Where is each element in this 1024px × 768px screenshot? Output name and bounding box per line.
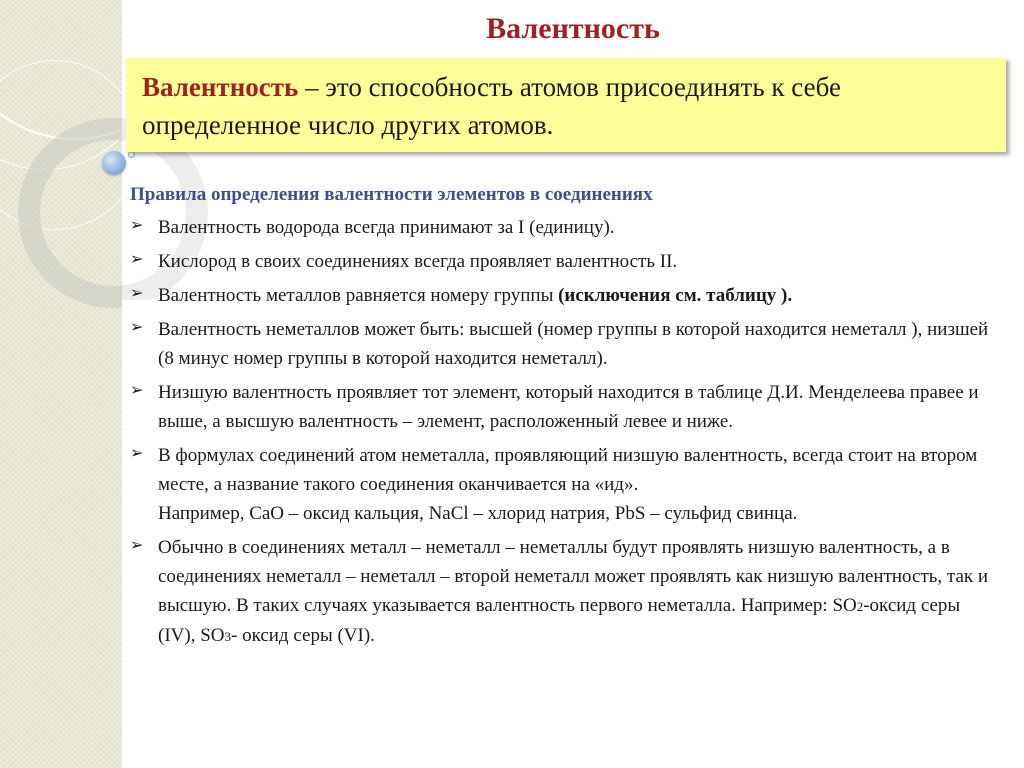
rule-text: Валентность металлов равняется номеру группы xyxy=(158,285,559,306)
rule-bold-note: (исключения см. таблицу ). xyxy=(558,285,793,306)
rule-text: Валентность водорода всегда принимают за I (единицу). xyxy=(158,217,615,238)
rule-text: Валентность неметаллов может быть: высшей (номер группы в которой находится неметалл ), низшей (8 минус номер группы в которой находится неметалл). xyxy=(158,319,989,369)
rule-text: - оксид серы (VI). xyxy=(231,625,375,646)
rule-text: -оксид серы (IV), SO xyxy=(158,595,961,646)
rule-text: Низшую валентность проявляет тот элемент, который находится в таблице Д.И. Менделеева правее и выше, а высшую валентность – элемент, расположенный левее и ниже. xyxy=(158,382,979,432)
rule-item xyxy=(130,315,1000,373)
definition-box xyxy=(126,58,1006,152)
arrow-bullet-icon: ➢ xyxy=(130,285,144,302)
decorative-side-band xyxy=(0,0,122,768)
definition-term: Валентность xyxy=(142,72,299,102)
rule-text: В формулах соединений атом неметалла, проявляющий низшую валентность, всегда стоит на втором месте, а название такого соединения оканчивается на «ид». xyxy=(158,445,978,495)
rule-text: Кислород в своих соединениях всегда проявляет валентность II. xyxy=(158,251,678,272)
rule-item xyxy=(130,533,1000,651)
rule-item xyxy=(130,378,1000,436)
definition-text: – это способность атомов присоединять к себе определенное число других атомов. xyxy=(142,72,841,140)
subscript: 2 xyxy=(856,599,864,614)
rule-item xyxy=(130,247,1000,276)
arrow-bullet-icon: ➢ xyxy=(130,537,144,554)
rule-item xyxy=(130,281,1000,310)
rule-text-wrapper xyxy=(158,281,1000,310)
arrow-bullet-icon: ➢ xyxy=(130,251,144,268)
arrow-bullet-icon: ➢ xyxy=(130,319,144,336)
rules-section xyxy=(130,182,1000,651)
rule-item xyxy=(130,441,1000,499)
example-line: Например, СаО – оксид кальция, NaCl – хлорид натрия, PbS – сульфид свинца. xyxy=(158,503,798,524)
decorative-small-bead-icon xyxy=(128,151,135,158)
rule-text: Обычно в соединениях металл – неметалл – неметаллы будут проявлять низшую валентность, а в соединениях неметалл – неметалл – второй неметалл может проявлять как низшую валентность, так и высшую. В таких случаях указывается валентность первого неметалла. Например: SO xyxy=(158,537,989,616)
decorative-bead-icon xyxy=(102,151,126,175)
arrow-bullet-icon: ➢ xyxy=(130,382,144,399)
subscript: 3 xyxy=(224,629,231,644)
rule-text-wrapper xyxy=(158,533,1000,651)
arrow-bullet-icon: ➢ xyxy=(130,445,144,462)
slide-title: Валентность xyxy=(486,12,660,45)
rules-heading: Правила определения валентности элементов в соединениях xyxy=(130,184,653,205)
arrow-bullet-icon: ➢ xyxy=(130,217,144,234)
rule-item xyxy=(130,213,1000,242)
